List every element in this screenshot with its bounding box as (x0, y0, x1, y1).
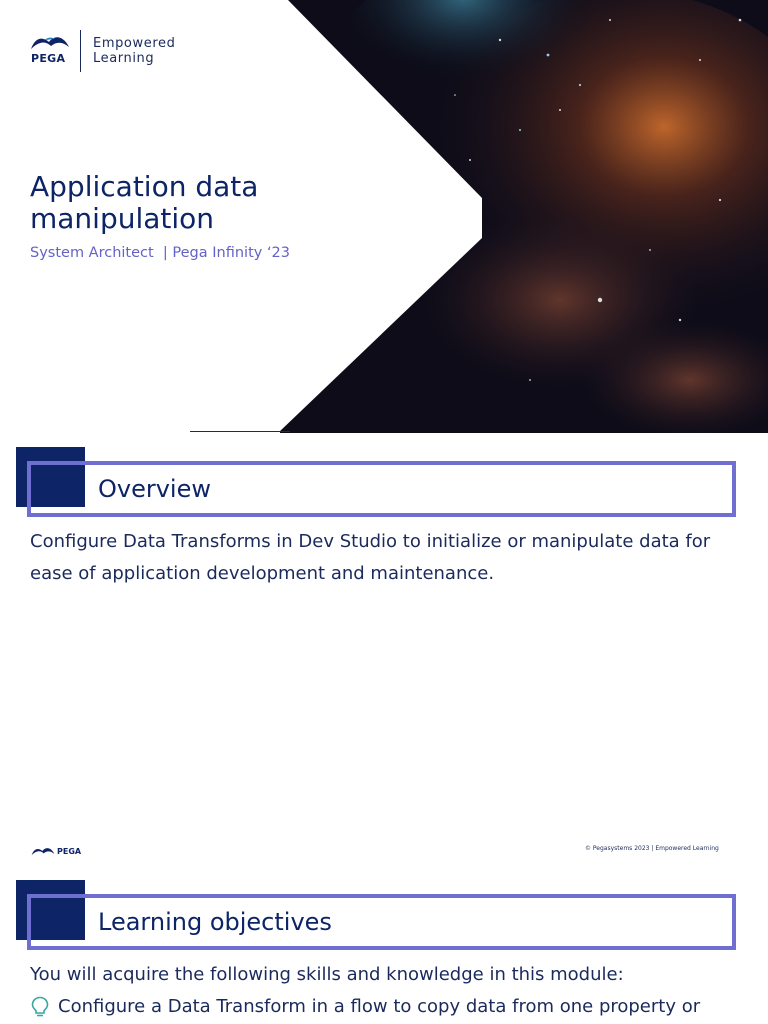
footer-copyright: © Pegasystems 2023 | Empowered Learning (585, 845, 719, 852)
footer-pega-wave-icon (31, 845, 55, 857)
pega-wordmark: PEGA (31, 52, 66, 65)
logo-tagline (93, 36, 175, 66)
lightbulb-icon (30, 996, 50, 1018)
objectives-section-header (16, 880, 742, 944)
logo-divider (80, 30, 81, 72)
cover-subtitle: System Architect | Pega Infinity ‘23 (30, 245, 291, 261)
tagline-line-1: Empowered (93, 36, 176, 51)
cover-divider (190, 431, 290, 432)
overview-section-header (16, 447, 742, 511)
objectives-intro: You will acquire the following skills and knowledge in this module: (30, 964, 624, 985)
tagline-line-2: Learning (93, 51, 155, 66)
objectives-heading: Learning objectives (98, 908, 332, 936)
objective-item (30, 994, 700, 1020)
overview-heading: Overview (98, 475, 211, 503)
footer-pega-wordmark: PEGA (57, 847, 82, 856)
cover-title-line-1: Application data (30, 170, 259, 203)
cover-title-line-2: manipulation (30, 202, 215, 235)
cover-slide (0, 0, 768, 433)
overview-body: Configure Data Transforms in Dev Studio to initialize or manipulate data for ease of application development and maintenance. (30, 531, 711, 584)
cover-title (30, 171, 330, 235)
objective-text: Configure a Data Transform in a flow to copy data from one property or (58, 996, 701, 1017)
pega-wave-icon (30, 34, 70, 50)
